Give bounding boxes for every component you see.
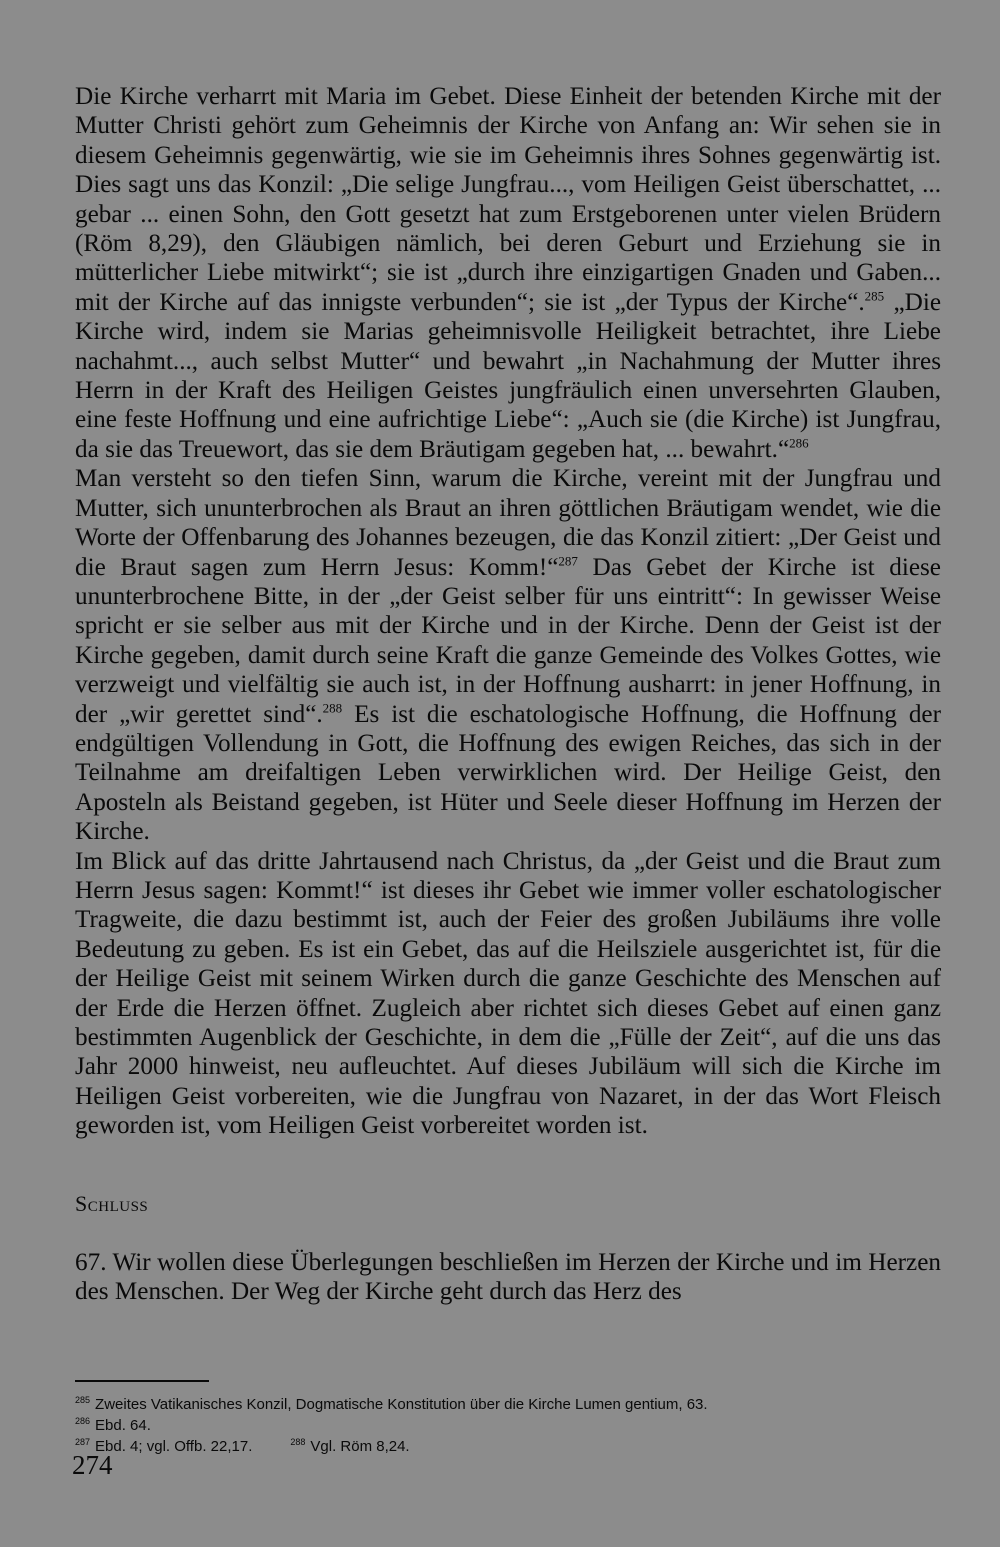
page-number: 274 xyxy=(72,1450,113,1480)
footnote-number: 286 xyxy=(75,1416,91,1426)
footnotes xyxy=(75,1394,941,1457)
footnote-divider xyxy=(75,1380,209,1382)
paragraph-text: Im Blick auf das dritte Jahrtausend nach Christus, da „der Geist und die Braut zum Herrn Jesus sagen: Kommt!“ ist dieses ihr Gebet wie immer voller eschatologischer Tragweite, die dazu bestimmt ist, auch der Feier des großen Jubiläums ihre volle Bedeutung zu geben. Es ist ein Gebet, das auf die Heilsziele ausgerichtet ist, für die der Heilige Geist mit seinem Wirken durch die ganze Geschichte des Menschen auf der Erde die Herzen öffnet. Zugleich aber richtet sich dieses Gebet auf einen ganz bestimmten Augenblick der Geschichte, in dem die „Fülle der Zeit“, auf die uns das Jahr 2000 hinweist, neu aufleuchtet. Auf dieses Jubiläum will sich die Kirche im Heiligen Geist vorbereiten, wie die Jungfrau von Nazaret, in der das Wort Fleisch geworden ist, vom Heiligen Geist vorbereitet worden ist. xyxy=(75,847,941,1140)
footnote-text: Vgl. Röm 8,24. xyxy=(310,1438,410,1455)
footnote-285 xyxy=(75,1394,941,1415)
footnote-number: 288 xyxy=(290,1437,306,1447)
paragraph-text: Es ist die eschatologische Hoffnung, die Hoffnung der endgültigen Vollendung in Gott, die Hoffnung des ewigen Reiches, das sich in der Teilnahme am dreifaltigen Leben verwirklichen wird. Der Heilige Geist, den Aposteln als Beistand gegeben, ist Hüter und Seele dieser Hoffnung im Herzen der Kirche. xyxy=(75,700,941,846)
footnote-reference: 286 xyxy=(789,435,809,451)
body-text xyxy=(75,82,941,1141)
footnote-text: Ebd. 4; vgl. Offb. 22,17. xyxy=(95,1438,253,1455)
page-content xyxy=(75,82,941,1306)
footnote-286 xyxy=(75,1415,941,1436)
paragraph-text: Man versteht so den tiefen Sinn, warum die Kirche, vereint mit der Jungfrau und Mutter, sich ununterbrochen als Braut an ihren göttlichen Bräutigam wendet, wie die Worte der Offenbarung des Johannes bezeugen, die das Konzil zitiert: „Der Geist und die Braut sagen zum Herrn Jesus: Komm!“ xyxy=(75,465,941,581)
body-paragraph xyxy=(75,464,941,846)
footnote-text: Ebd. 64. xyxy=(95,1417,151,1434)
paragraph-text: Das Gebet der Kirche ist diese ununterbrochene Bitte, in der „der Geist selber für uns eintritt“: In gewisser Weise spricht er sie selber aus mit der Kirche und in der Kirche. Denn der Geist ist der Kirche gegeben, damit durch seine Kraft die ganze Gemeinde des Volkes Gottes, wie verzweigt und vielfältig sie auch ist, in der Hoffnung ausharrt: in jener Hoffnung, in der „wir gerettet sind“. xyxy=(75,553,941,728)
footnote-number: 285 xyxy=(75,1395,91,1405)
body-paragraph xyxy=(75,847,941,1141)
footnote-reference: 287 xyxy=(558,553,578,569)
footnote-reference: 285 xyxy=(864,288,885,304)
body-paragraph xyxy=(75,82,941,464)
footnote-287-288 xyxy=(75,1436,941,1457)
paragraph-text: „Die Kirche wird, indem sie Marias geheimnisvolle Heiligkeit betrachtet, ihre Liebe nachahmt..., auch selbst Mutter“ und bewahrt „in Nachahmung der Mutter ihres Herrn in der Kraft des Heiligen Geistes jungfräulich einen unversehrten Glauben, eine feste Hoffnung und eine aufrichtige Liebe“: „Auch sie (die Kirche) ist Jungfrau, da sie das Treuewort, das sie dem Bräutigam gegeben hat, ... bewahrt.“ xyxy=(75,288,941,463)
section-heading: Schluss xyxy=(75,1190,149,1216)
footnote-number: 287 xyxy=(75,1437,91,1447)
footnote-reference: 288 xyxy=(322,700,343,716)
section-paragraph: 67. Wir wollen diese Überlegungen beschließen im Herzen der Kirche und im Herzen des Menschen. Der Weg der Kirche geht durch das Herz des xyxy=(75,1248,941,1306)
paragraph-text: Die Kirche verharrt mit Maria im Gebet. Diese Einheit der betenden Kirche mit der Mutter Christi gehört zum Geheimnis der Kirche von Anfang an: Wir sehen sie in diesem Geheimnis gegenwärtig, wie sie im Geheimnis ihres Sohnes gegenwärtig ist. Dies sagt uns das Konzil: „Die selige Jungfrau..., vom Heiligen Geist überschattet, ... gebar ... einen Sohn, den Gott gesetzt hat zum Erstgeborenen unter vielen Brüdern (Röm 8,29), den Gläubigen nämlich, bei deren Geburt und Erziehung sie in mütterlicher Liebe mitwirkt“; sie ist „durch ihre einzigartigen Gnaden und Gaben... mit der Kirche auf das innigste verbunden“; sie ist „der Typus der Kirche“. xyxy=(75,83,941,316)
footnote-text: Zweites Vatikanisches Konzil, Dogmatische Konstitution über die Kirche Lumen gentium, 63. xyxy=(95,1396,708,1413)
